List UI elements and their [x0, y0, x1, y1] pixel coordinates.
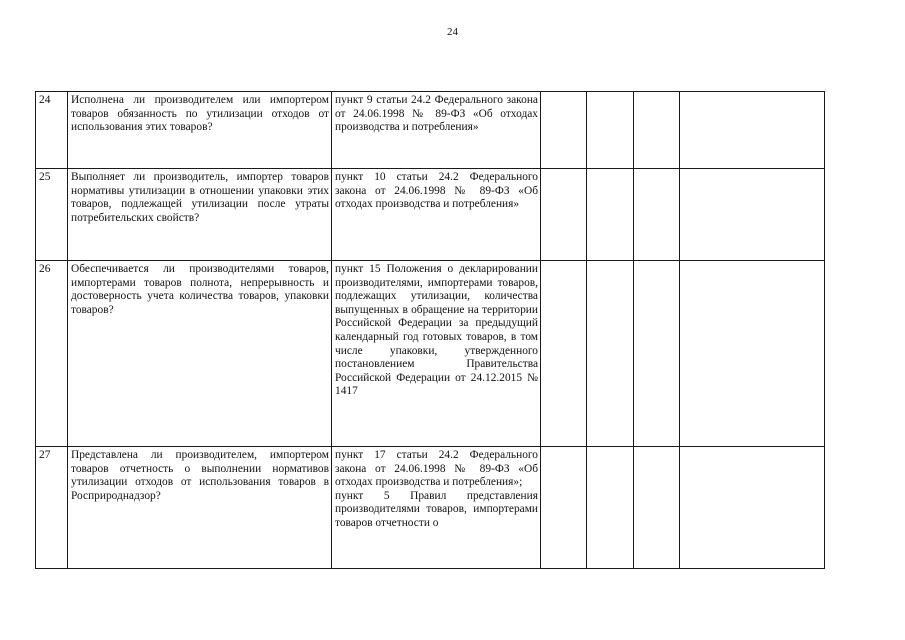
answer-na-cell [634, 169, 680, 261]
legal-basis-cell: пункт 10 статьи 24.2 Федерального закона от 24.06.1998 № 89-ФЗ «Об отходах производства и потребления» [332, 169, 541, 261]
row-number: 26 [36, 261, 68, 447]
note-cell [680, 261, 825, 447]
table-row [36, 92, 825, 169]
answer-yes-cell [541, 92, 587, 169]
legal-basis-cell: пункт 15 Положения о декларировании производителями, импортерами товаров, подлежащих утилизации, количества выпущенных в обращение на территории Российской Федерации за предыдущий календарный год готовых товаров, в том числе упаковки, утвержденного постановлением Правительства Российской Федерации от 24.12.2015 № 1417 [332, 261, 541, 447]
answer-yes-cell [541, 169, 587, 261]
legal-basis-cell: пункт 9 статьи 24.2 Федерального закона от 24.06.1998 № 89-ФЗ «Об отходах производства и потребления» [332, 92, 541, 169]
answer-na-cell [634, 447, 680, 569]
legal-basis-continuation: пункт 5 Правил представления производителями товаров, импортерами товаров отчетности о [335, 489, 538, 529]
row-number: 24 [36, 92, 68, 169]
answer-no-cell [587, 169, 634, 261]
answer-na-cell [634, 92, 680, 169]
answer-no-cell [587, 261, 634, 447]
answer-no-cell [587, 92, 634, 169]
question-cell: Обеспечивается ли производителями товаров, импортерами товаров полнота, непрерывность и достоверность учета количества товаров, упаковки товаров? [68, 261, 332, 447]
legal-basis-text: пункт 17 статьи 24.2 Федерального закона от 24.06.1998 № 89-ФЗ «Об отходах производства и потребления»; [335, 449, 538, 489]
question-cell: Представлена ли производителем, импортером товаров отчетность о выполнении нормативов утилизации отходов от использования товаров в Росприроднадзор? [68, 447, 332, 569]
checklist-table [35, 91, 825, 569]
answer-na-cell [634, 261, 680, 447]
answer-no-cell [587, 447, 634, 569]
page-number: 24 [447, 26, 458, 38]
answer-yes-cell [541, 447, 587, 569]
note-cell [680, 447, 825, 569]
row-number: 27 [36, 447, 68, 569]
table-row [36, 169, 825, 261]
row-number: 25 [36, 169, 68, 261]
question-cell: Исполнена ли производителем или импортером товаров обязанность по утилизации отходов от использования этих товаров? [68, 92, 332, 169]
note-cell [680, 169, 825, 261]
question-cell: Выполняет ли производитель, импортер товаров нормативы утилизации в отношении упаковки этих товаров, подлежащей утилизации после утраты потребительских свойств? [68, 169, 332, 261]
table-row [36, 447, 825, 569]
legal-basis-cell [332, 447, 541, 569]
table-row [36, 261, 825, 447]
note-cell [680, 92, 825, 169]
answer-yes-cell [541, 261, 587, 447]
